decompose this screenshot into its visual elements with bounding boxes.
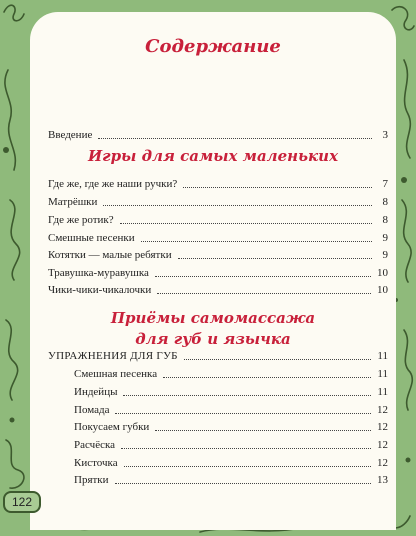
dot-leader: [120, 222, 372, 224]
toc-page-number: 8: [382, 214, 388, 226]
toc-entry[interactable]: [48, 246, 388, 262]
toc-entry[interactable]: [74, 365, 388, 381]
dot-leader: [121, 447, 371, 449]
dot-leader: [141, 240, 372, 242]
toc-page-number: 12: [377, 439, 388, 451]
dot-leader: [183, 186, 372, 188]
dot-leader: [124, 465, 371, 467]
toc-entry[interactable]: [74, 383, 388, 399]
dot-leader: [155, 275, 371, 277]
toc-entry[interactable]: [48, 264, 388, 280]
toc-page-number: 10: [377, 267, 388, 279]
dot-leader: [184, 358, 372, 360]
toc-label: Котятки — малые ребятки: [48, 249, 172, 261]
toc-entry[interactable]: [74, 401, 388, 417]
dot-leader: [178, 257, 372, 259]
dot-leader: [115, 412, 371, 414]
toc-entry[interactable]: [74, 418, 388, 434]
toc-label: Где же ротик?: [48, 214, 114, 226]
toc-label: Смешная песенка: [74, 368, 158, 380]
toc-page-number: 9: [382, 249, 388, 261]
toc-label: Где же, где же наши ручки?: [48, 178, 178, 190]
toc-page-number: 9: [382, 232, 388, 244]
toc-label: Расчёска: [74, 439, 116, 451]
section-title-line1: Приёмы самомассажа: [110, 309, 316, 327]
toc-entry-intro[interactable]: [48, 126, 388, 142]
toc-page-number: 13: [377, 474, 388, 486]
toc-entry[interactable]: [74, 436, 388, 452]
dot-leader: [155, 429, 371, 431]
section-title: Игры для самых маленьких: [87, 147, 339, 165]
toc-entry[interactable]: [48, 193, 388, 209]
dot-leader: [157, 292, 371, 294]
toc-label: Травушка-муравушка: [48, 267, 149, 279]
toc-entry[interactable]: [74, 454, 388, 470]
toc-label: Покусаем губки: [74, 421, 150, 433]
toc-page-number: 11: [377, 350, 388, 362]
toc-label: Чики-чики-чикалочки: [48, 284, 152, 296]
toc-page-number: 12: [377, 404, 388, 416]
dot-leader: [163, 376, 371, 378]
toc-entry[interactable]: [48, 211, 388, 227]
dot-leader: [115, 482, 371, 484]
dot-leader: [123, 394, 371, 396]
content-page: [30, 12, 396, 530]
toc-label: Прятки: [74, 474, 109, 486]
toc-page-number: 12: [377, 457, 388, 469]
toc-page-number: 12: [377, 421, 388, 433]
toc-page-number: 8: [382, 196, 388, 208]
toc-entry[interactable]: [74, 471, 388, 487]
page-number-badge: 122: [3, 491, 41, 513]
section-title-line2: для губ и язычка: [135, 330, 291, 348]
toc-entry[interactable]: [48, 175, 388, 191]
toc-entry[interactable]: [48, 281, 388, 297]
toc-page-number: 10: [377, 284, 388, 296]
toc-page-number: 11: [377, 368, 388, 380]
toc-group-label: УПРАЖНЕНИЯ ДЛЯ ГУБ: [48, 350, 178, 362]
toc-label: Смешные песенки: [48, 232, 135, 244]
toc-page-number: 3: [382, 129, 388, 141]
toc-entry[interactable]: [48, 229, 388, 245]
toc-group-entry[interactable]: [48, 347, 388, 363]
toc-label: Введение: [48, 129, 93, 141]
toc-label: Матрёшки: [48, 196, 98, 208]
toc-page-number: 7: [382, 178, 388, 190]
toc-label: Индейцы: [74, 386, 118, 398]
toc-page-number: 11: [377, 386, 388, 398]
page-title: Содержание: [145, 36, 281, 57]
dot-leader: [103, 204, 372, 206]
toc-label: Кисточка: [74, 457, 118, 469]
dot-leader: [98, 137, 372, 139]
toc-label: Помада: [74, 404, 110, 416]
